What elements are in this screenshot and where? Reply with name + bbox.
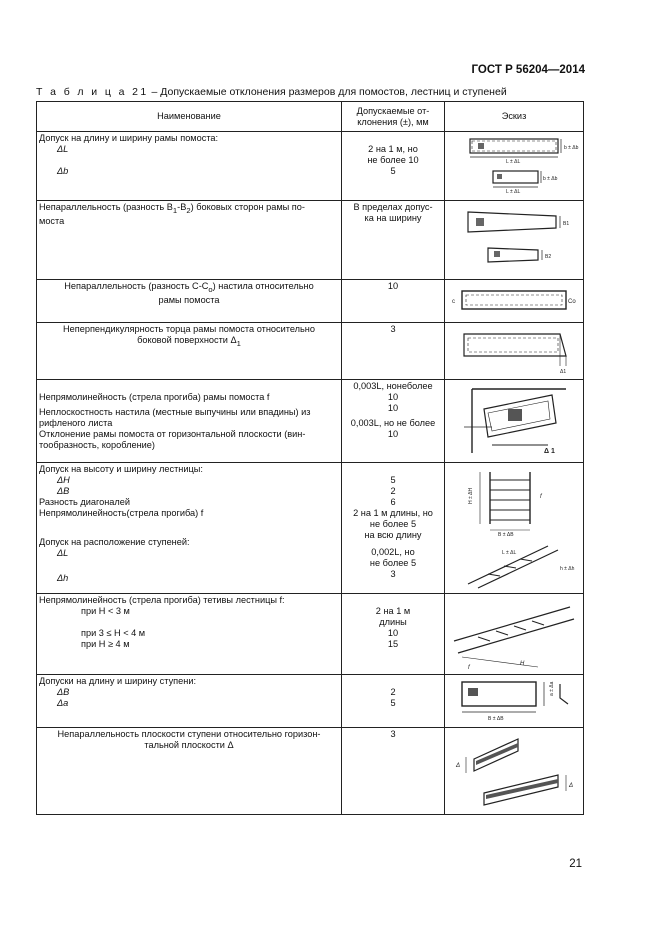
row6-name: Допуск на высоту и ширину лестницы: ΔH ΔB Разность диагоналей Непрямолинейность(стрела прогиба) f Допуск на расположение ступеней: ΔL Δh xyxy=(37,463,342,594)
row1-tolerance: 2 на 1 м, но не более 10 5 xyxy=(342,132,445,201)
row9-sketch xyxy=(445,728,584,815)
s9-d-label: Δ xyxy=(456,763,461,769)
s6-b-label: B ± ΔB xyxy=(498,532,514,538)
table-row xyxy=(37,594,584,675)
row3-name: Непараллельность (разность $С-С_о$) настила относительно рамы помоста xyxy=(37,280,342,323)
row6-sketch xyxy=(445,463,584,594)
s2-w2-label: В2 xyxy=(545,254,552,260)
s1-width-label: b ± Δb xyxy=(564,145,579,151)
row9-tolerance: 3 xyxy=(342,728,445,815)
table-row xyxy=(37,132,584,201)
standard-number: ГОСТ Р 56204—2014 xyxy=(471,64,585,76)
s5-d1-label: Δ 1 xyxy=(544,448,555,455)
row6-tolerance: 5 2 6 2 на 1 м длины, но не более 5 на всю длину 0,002L, но не более 5 3 xyxy=(342,463,445,594)
s6-l-label: L ± ΔL xyxy=(502,550,517,556)
s1b-length-label: L ± ΔL xyxy=(506,189,521,195)
s6-h-label: H ± ΔH xyxy=(468,487,474,504)
row2-tolerance: В пределах допус- ка на ширину xyxy=(342,201,445,280)
row4-name: Неперпендикулярность торца рамы помоста относительно боковой поверхности $\Delta_1$ xyxy=(37,323,342,380)
s1b-width-label: b ± Δb xyxy=(543,176,558,182)
row7-tolerance: 2 на 1 м длины 10 15 xyxy=(342,594,445,675)
step-parallelism-sketch xyxy=(448,731,580,811)
step-length-width-sketch xyxy=(448,678,580,724)
table-caption xyxy=(36,86,507,98)
row1-name: Допуск на длину и ширину рамы помоста: ΔL Δb xyxy=(37,132,342,201)
table-row xyxy=(37,201,584,280)
table-caption-text: – Допускаемые отклонения размеров для помостов, лестниц и ступеней xyxy=(148,86,507,98)
s7-h-label: H xyxy=(520,661,525,667)
s9-d2-label: Δ xyxy=(569,783,574,789)
frame-straightness-sketch xyxy=(448,383,580,459)
header-tolerance: Допускаемые от- клонения (±), мм xyxy=(342,102,445,132)
row1-sketch xyxy=(445,132,584,201)
ladder-sketch xyxy=(448,466,580,590)
table-row xyxy=(37,728,584,815)
deck-parallelism-sketch xyxy=(448,283,580,319)
s7-f-label: f xyxy=(468,665,470,671)
table-row xyxy=(37,463,584,594)
table-row xyxy=(37,380,584,463)
row4-tolerance: 3 xyxy=(342,323,445,380)
table-row xyxy=(37,323,584,380)
stringer-straightness-sketch xyxy=(448,597,580,671)
s3-co-label: Со xyxy=(568,299,576,305)
table-caption-prefix: Т а б л и ц а 21 xyxy=(36,86,149,98)
row3-sketch xyxy=(445,280,584,323)
row2-name: Непараллельность (разность $В_1-В_2$) боковых сторон рамы по- моста xyxy=(37,201,342,280)
s4-d1-label: Δ1 xyxy=(560,369,567,375)
end-perpendicularity-sketch xyxy=(448,326,580,376)
s6-h2-label: h ± Δh xyxy=(560,566,575,572)
tolerance-table xyxy=(36,101,584,815)
row5-name: Непрямолинейность (стрела прогиба) рамы помоста f Неплоскостность настила (местные выпучины или впадины) из рифленого листа Отклонение рамы помоста от горизонтальной плоскости (вин- тообразность, коробление) xyxy=(37,380,342,463)
s3-c-label: с xyxy=(452,299,455,305)
header-sketch: Эскиз xyxy=(445,102,584,132)
page-number: 21 xyxy=(569,858,582,870)
s8-b-label: B ± ΔB xyxy=(488,716,504,722)
row7-sketch xyxy=(445,594,584,675)
header-name: Наименование xyxy=(37,102,342,132)
s6-f-label: f xyxy=(540,494,542,500)
row8-name: Допуски на длину и ширину ступени: ΔB Δa xyxy=(37,675,342,728)
frame-parallelism-sketch xyxy=(448,204,580,276)
row7-name: Непрямолинейность (стрела прогиба) тетивы лестницы f: при H < 3 м при 3 ≤ H < 4 м при H ≥ 4 м xyxy=(37,594,342,675)
row2-sketch xyxy=(445,201,584,280)
s1-length-label: L ± ΔL xyxy=(506,159,521,165)
frame-length-width-sketch xyxy=(448,135,580,197)
s8-a-label: a ± Δa xyxy=(549,681,555,696)
s2-w1-label: В1 xyxy=(563,221,570,227)
row3-tolerance: 10 xyxy=(342,280,445,323)
table-row xyxy=(37,280,584,323)
table-row xyxy=(37,675,584,728)
row5-tolerance: 0,003L, нонеболее 10 10 0,003L, но не более 10 xyxy=(342,380,445,463)
row8-tolerance: 2 5 xyxy=(342,675,445,728)
row5-sketch xyxy=(445,380,584,463)
row4-sketch xyxy=(445,323,584,380)
row8-sketch xyxy=(445,675,584,728)
row9-name: Непараллельность плоскости ступени относительно горизон- тальной плоскости Δ xyxy=(37,728,342,815)
